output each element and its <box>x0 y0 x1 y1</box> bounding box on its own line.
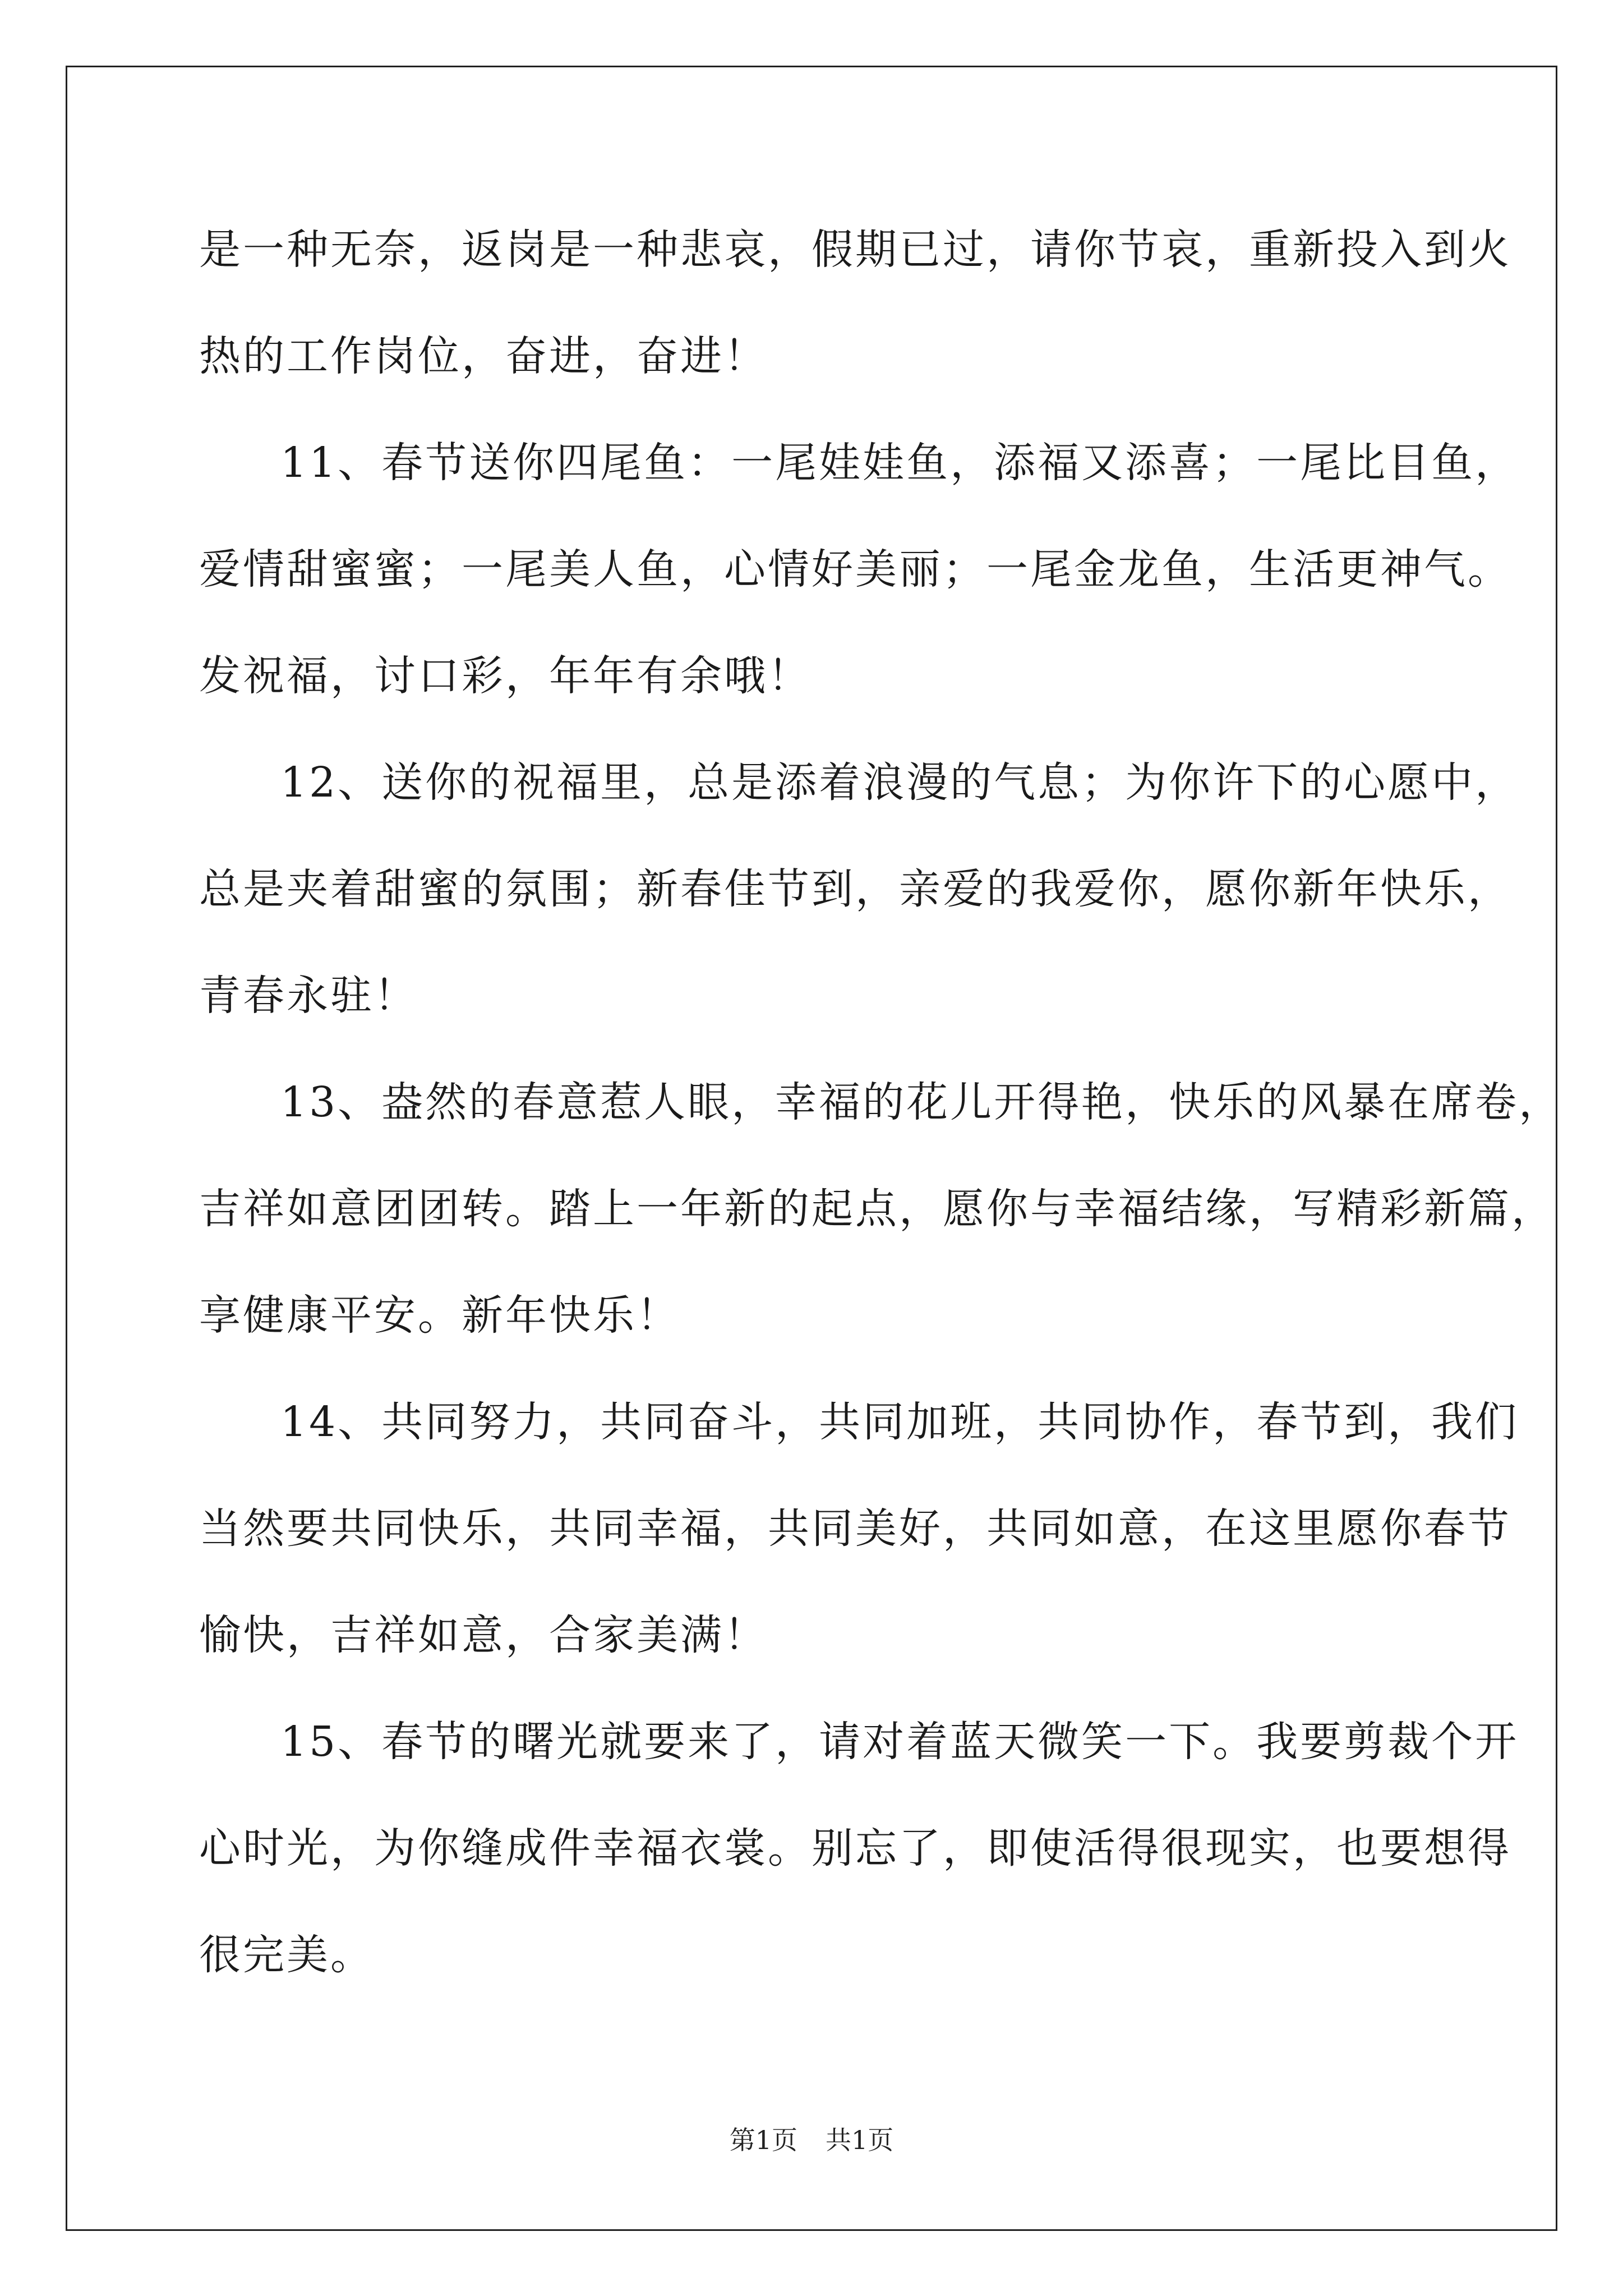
text-line: 11、春节送你四尾鱼：一尾娃娃鱼，添福又添喜；一尾比目鱼， <box>280 439 1519 487</box>
text-line: 热的工作岗位，奋进，奋进！ <box>199 332 768 380</box>
text-line: 当然要共同快乐，共同幸福，共同美好，共同如意，在这里愿你春节 <box>199 1504 1511 1553</box>
text-line: 15、春节的曙光就要来了，请对着蓝天微笑一下。我要剪裁个开 <box>280 1718 1519 1766</box>
text-line: 愉快，吉祥如意，合家美满！ <box>199 1611 768 1659</box>
text-line: 是一种无奈，返岗是一种悲哀，假期已过，请你节哀，重新投入到火 <box>199 226 1511 274</box>
paragraph-item-15 <box>199 1711 1519 2031</box>
text-line: 14、共同努力，共同奋斗，共同加班，共同协作，春节到，我们 <box>280 1398 1519 1446</box>
paragraph-item-14 <box>199 1391 1519 1711</box>
paragraph-item-13 <box>199 1071 1563 1391</box>
text-line: 12、送你的祝福里，总是添着浪漫的气息；为你许下的心愿中， <box>280 758 1519 807</box>
text-line: 发祝福，讨口彩，年年有余哦！ <box>199 652 811 700</box>
paragraph-item-12 <box>199 752 1519 1071</box>
page-footer <box>0 2123 1623 2157</box>
page-number: 第1页 <box>729 2125 797 2155</box>
text-line: 总是夹着甜蜜的氛围；新春佳节到，亲爱的我爱你，愿你新年快乐， <box>199 865 1511 913</box>
document-body <box>199 219 1563 2031</box>
text-line: 很完美。 <box>199 1931 374 1979</box>
paragraph-continuation <box>199 219 1511 432</box>
text-line: 心时光，为你缝成件幸福衣裳。别忘了，即使活得很现实，也要想得 <box>199 1824 1511 1872</box>
text-line: 爱情甜蜜蜜；一尾美人鱼，心情好美丽；一尾金龙鱼，生活更神气。 <box>199 545 1511 593</box>
paragraph-item-11 <box>199 432 1519 752</box>
text-line: 吉祥如意团团转。踏上一年新的起点，愿你与幸福结缘，写精彩新篇， <box>199 1185 1555 1233</box>
text-line: 13、盎然的春意惹人眼，幸福的花儿开得艳，快乐的风暴在席卷， <box>280 1078 1563 1126</box>
page-total: 共1页 <box>826 2125 894 2155</box>
text-line: 青春永驻！ <box>199 972 418 1020</box>
text-line: 享健康平安。新年快乐！ <box>199 1291 680 1340</box>
